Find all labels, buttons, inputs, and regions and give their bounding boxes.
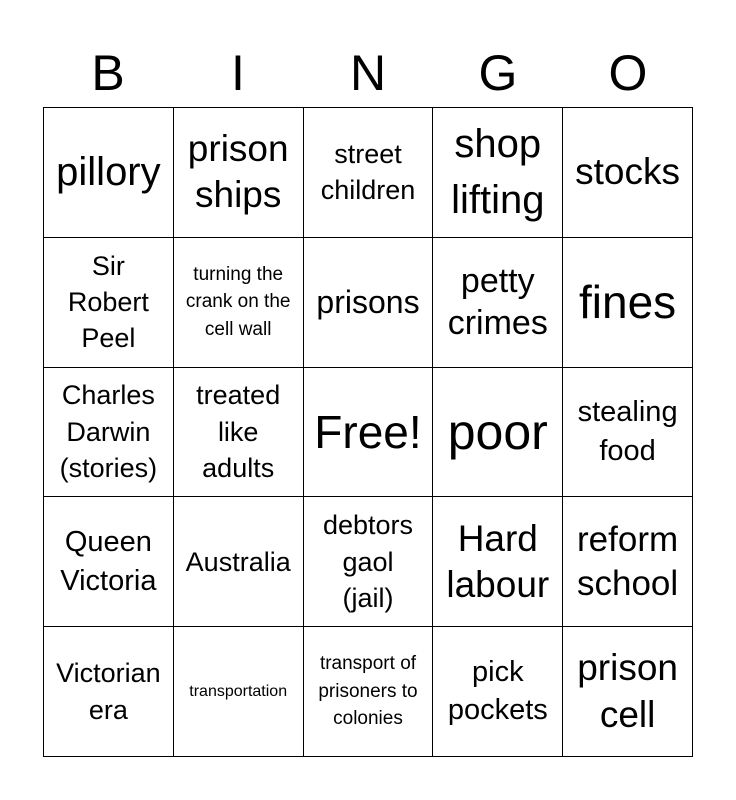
bingo-cell[interactable]: [44, 108, 174, 238]
cell-label: street children: [320, 138, 416, 206]
cell-label: turning the crank on the cell wall: [185, 263, 291, 340]
bingo-cell[interactable]: [174, 108, 304, 238]
bingo-cell[interactable]: [174, 238, 304, 368]
bingo-cell[interactable]: [563, 497, 693, 627]
bingo-cell[interactable]: [433, 238, 563, 368]
cell-label: stocks: [575, 151, 681, 193]
bingo-cell[interactable]: [563, 368, 693, 498]
cell-label: Australia: [185, 546, 291, 577]
cell-label: Sir Robert Peel: [67, 250, 149, 354]
bingo-cell[interactable]: [174, 627, 304, 757]
bingo-cell[interactable]: [563, 627, 693, 757]
cell-label: petty crimes: [447, 261, 548, 343]
bingo-cell[interactable]: [304, 238, 434, 368]
cell-label: stealing food: [577, 395, 678, 467]
header-letter-o: O: [608, 45, 648, 101]
cell-label: transportation: [189, 683, 288, 700]
header-letter-i: I: [231, 45, 245, 101]
cell-label: prisons: [316, 283, 420, 320]
cell-label: Hard labour: [446, 517, 550, 605]
cell-label: poor: [447, 403, 548, 460]
bingo-cell[interactable]: [304, 108, 434, 238]
bingo-cell[interactable]: [433, 627, 563, 757]
cell-label: reform school: [577, 520, 679, 603]
cell-label: Free!: [314, 405, 422, 458]
bingo-cell[interactable]: [174, 497, 304, 627]
bingo-cell[interactable]: [433, 108, 563, 238]
bingo-cell[interactable]: [563, 238, 693, 368]
cell-label: Victorian era: [56, 658, 161, 725]
bingo-cell[interactable]: [433, 368, 563, 498]
bingo-cell[interactable]: [44, 497, 174, 627]
bingo-cell[interactable]: [304, 627, 434, 757]
bingo-cell[interactable]: [563, 108, 693, 238]
cell-label: Queen Victoria: [60, 525, 157, 597]
bingo-board: [43, 107, 693, 757]
bingo-cell[interactable]: [174, 368, 304, 498]
bingo-header: [43, 40, 693, 106]
cell-label: shop lifting: [451, 122, 545, 223]
cell-label: prison cell: [577, 647, 678, 735]
bingo-cell[interactable]: [304, 368, 434, 498]
header-letter-g: G: [478, 45, 518, 101]
header-letter-b: B: [91, 45, 125, 101]
bingo-cell[interactable]: [433, 497, 563, 627]
header-letter-n: N: [349, 45, 387, 101]
cell-label: Charles Darwin (stories): [59, 380, 158, 484]
bingo-cell[interactable]: [44, 368, 174, 498]
cell-label: treated like adults: [196, 380, 281, 484]
bingo-cell[interactable]: [44, 238, 174, 368]
cell-label: pick pockets: [447, 655, 548, 726]
cell-label: transport of prisoners to colonies: [318, 653, 418, 730]
bingo-cell[interactable]: [304, 497, 434, 627]
cell-label: prison ships: [187, 128, 289, 216]
bingo-cell[interactable]: [44, 627, 174, 757]
cell-label: pillory: [56, 150, 161, 195]
cell-label: debtors gaol (jail): [322, 510, 414, 613]
cell-label: fines: [579, 276, 677, 329]
